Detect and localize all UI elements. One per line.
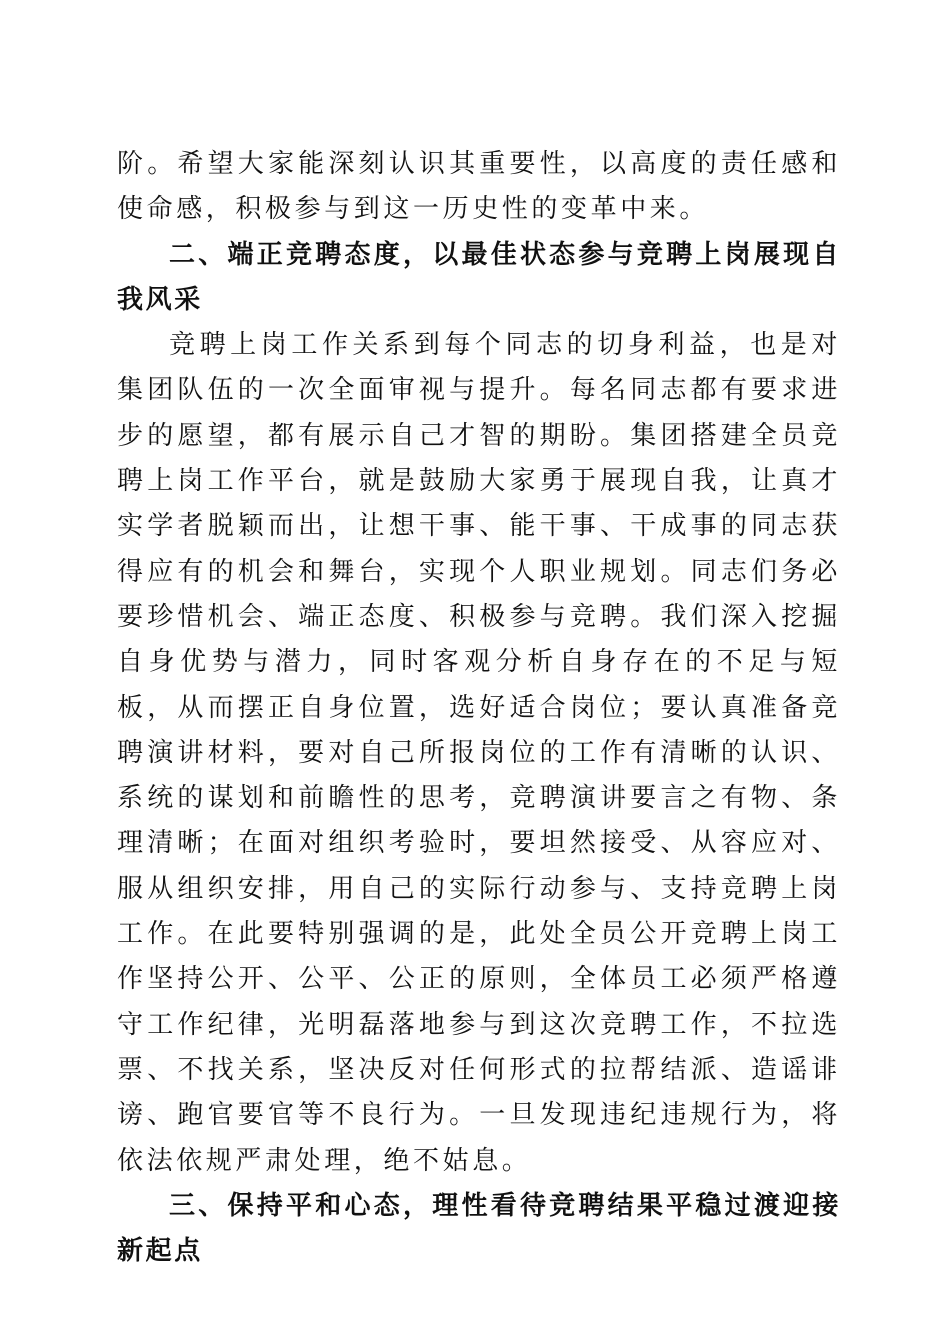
section-heading-2: 二、端正竞聘态度，以最佳状态参与竞聘上岗展现自我风采	[117, 239, 841, 315]
document-body	[117, 142, 841, 1274]
section-2-paragraph: 竞聘上岗工作关系到每个同志的切身利益，也是对集团队伍的一次全面审视与提升。每名同志都有要求进步的愿望，都有展示自己才智的期盼。集团搭建全员竞聘上岗工作平台，就是鼓励大家勇于展现自我，让真才实学者脱颖而出，让想干事、能干事、干成事的同志获得应有的机会和舞台，实现个人职业规划。同志们务必要珍惜机会、端正态度、积极参与竞聘。我们深入挖掘自身优势与潜力，同时客观分析自身存在的不足与短板，从而摆正自身位置，选好适合岗位；要认真准备竞聘演讲材料，要对自己所报岗位的工作有清晰的认识、系统的谋划和前瞻性的思考，竞聘演讲要言之有物、条理清晰；在面对组织考验时，要坦然接受、从容应对、服从组织安排，用自己的实际行动参与、支持竞聘上岗工作。在此要特别强调的是，此处全员公开竞聘上岗工作坚持公开、公平、公正的原则，全体员工必须严格遵守工作纪律，光明磊落地参与到这次竞聘工作，不拉选票、不找关系，坚决反对任何形式的拉帮结派、造谣诽谤、跑官要官等不良行为。一旦发现违纪违规行为，将依法依规严肃处理，绝不姑息。	[117, 330, 841, 1176]
continued-paragraph: 阶。希望大家能深刻认识其重要性，以高度的责任感和使命感，积极参与到这一历史性的变革中来。	[117, 149, 841, 225]
section-heading-3: 三、保持平和心态，理性看待竞聘结果平稳过渡迎接新起点	[117, 1190, 841, 1267]
